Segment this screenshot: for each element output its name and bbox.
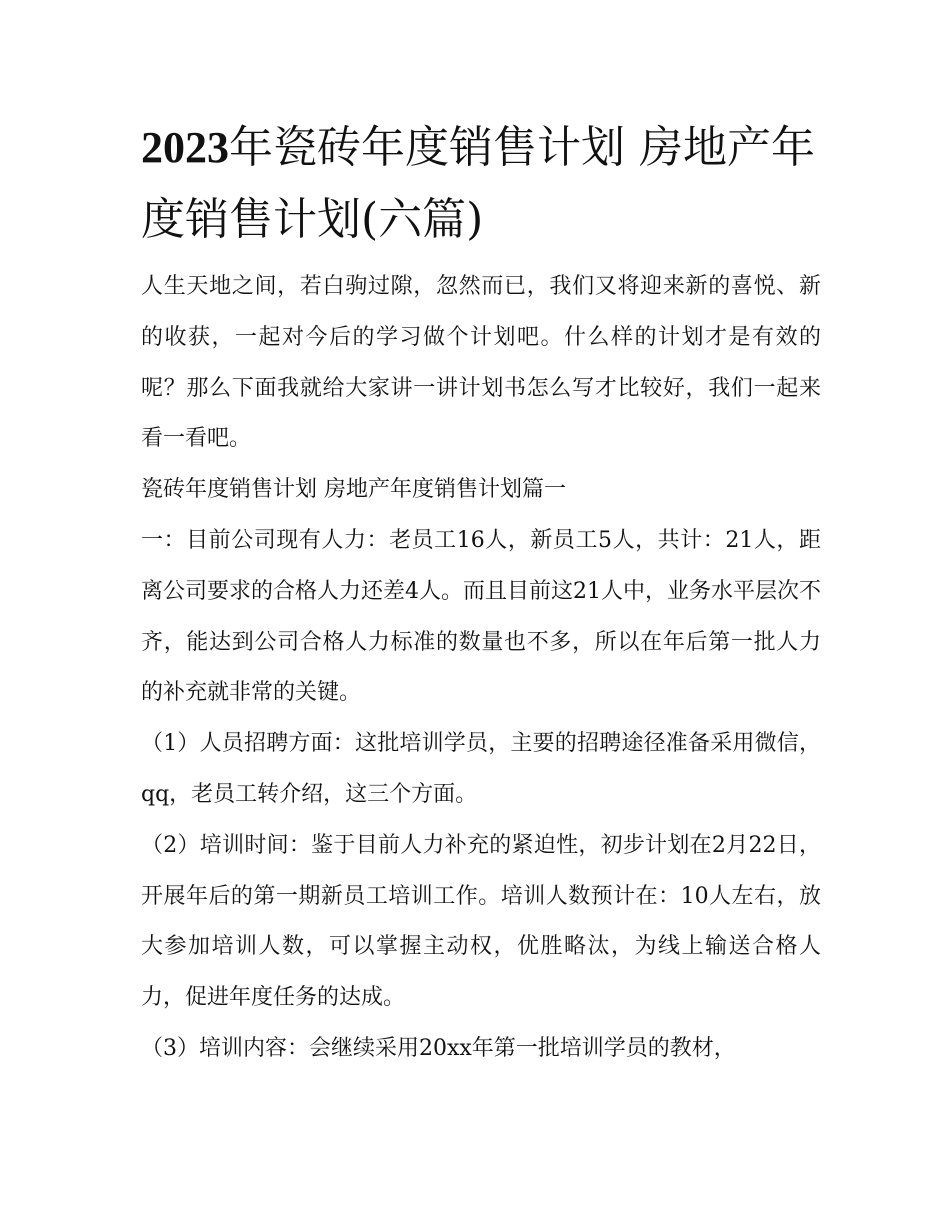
paragraph-training-time: （2）培训时间：鉴于目前人力补充的紧迫性，初步计划在2月22日，开展年后的第一期新员工培训工作。培训人数预计在：10人左右，放大参加培训人数，可以掌握主动权，优胜略汰，为线上输送合格人力，促进年度任务的达成。: [141, 832, 821, 1011]
title-year: 2023: [141, 123, 229, 172]
intro-paragraph: 人生天地之间，若白驹过隙，忽然而已，我们又将迎来新的喜悦、新的收获，一起对今后的学习做个计划吧。什么样的计划才是有效的呢？那么下面我就给大家讲一讲计划书怎么写才比较好，我们一起来看一看吧。: [141, 274, 821, 452]
paragraph-training-content: （3）培训内容：会继续采用20xx年第一批培训学员的教材，: [141, 1035, 736, 1061]
document-page: [141, 112, 821, 1075]
document-title: [141, 112, 821, 256]
paragraph-recruitment: （1）人员招聘方面：这批培训学员，主要的招聘途径准备采用微信，qq，老员工转介绍，这三个方面。: [141, 731, 821, 807]
paragraph-staffing: 一：目前公司现有人力：老员工16人，新员工5人，共计：21人，距离公司要求的合格人力还差4人。而且目前这21人中，业务水平层次不齐，能达到公司合格人力标准的数量也不多，所以在年后第一批人力的补充就非常的关键。: [141, 527, 821, 706]
section-heading: 瓷砖年度销售计划 房地产年度销售计划篇一: [141, 477, 566, 503]
title-text: 年瓷砖年度销售计划 房地产年度销售计划(六篇): [141, 122, 815, 245]
